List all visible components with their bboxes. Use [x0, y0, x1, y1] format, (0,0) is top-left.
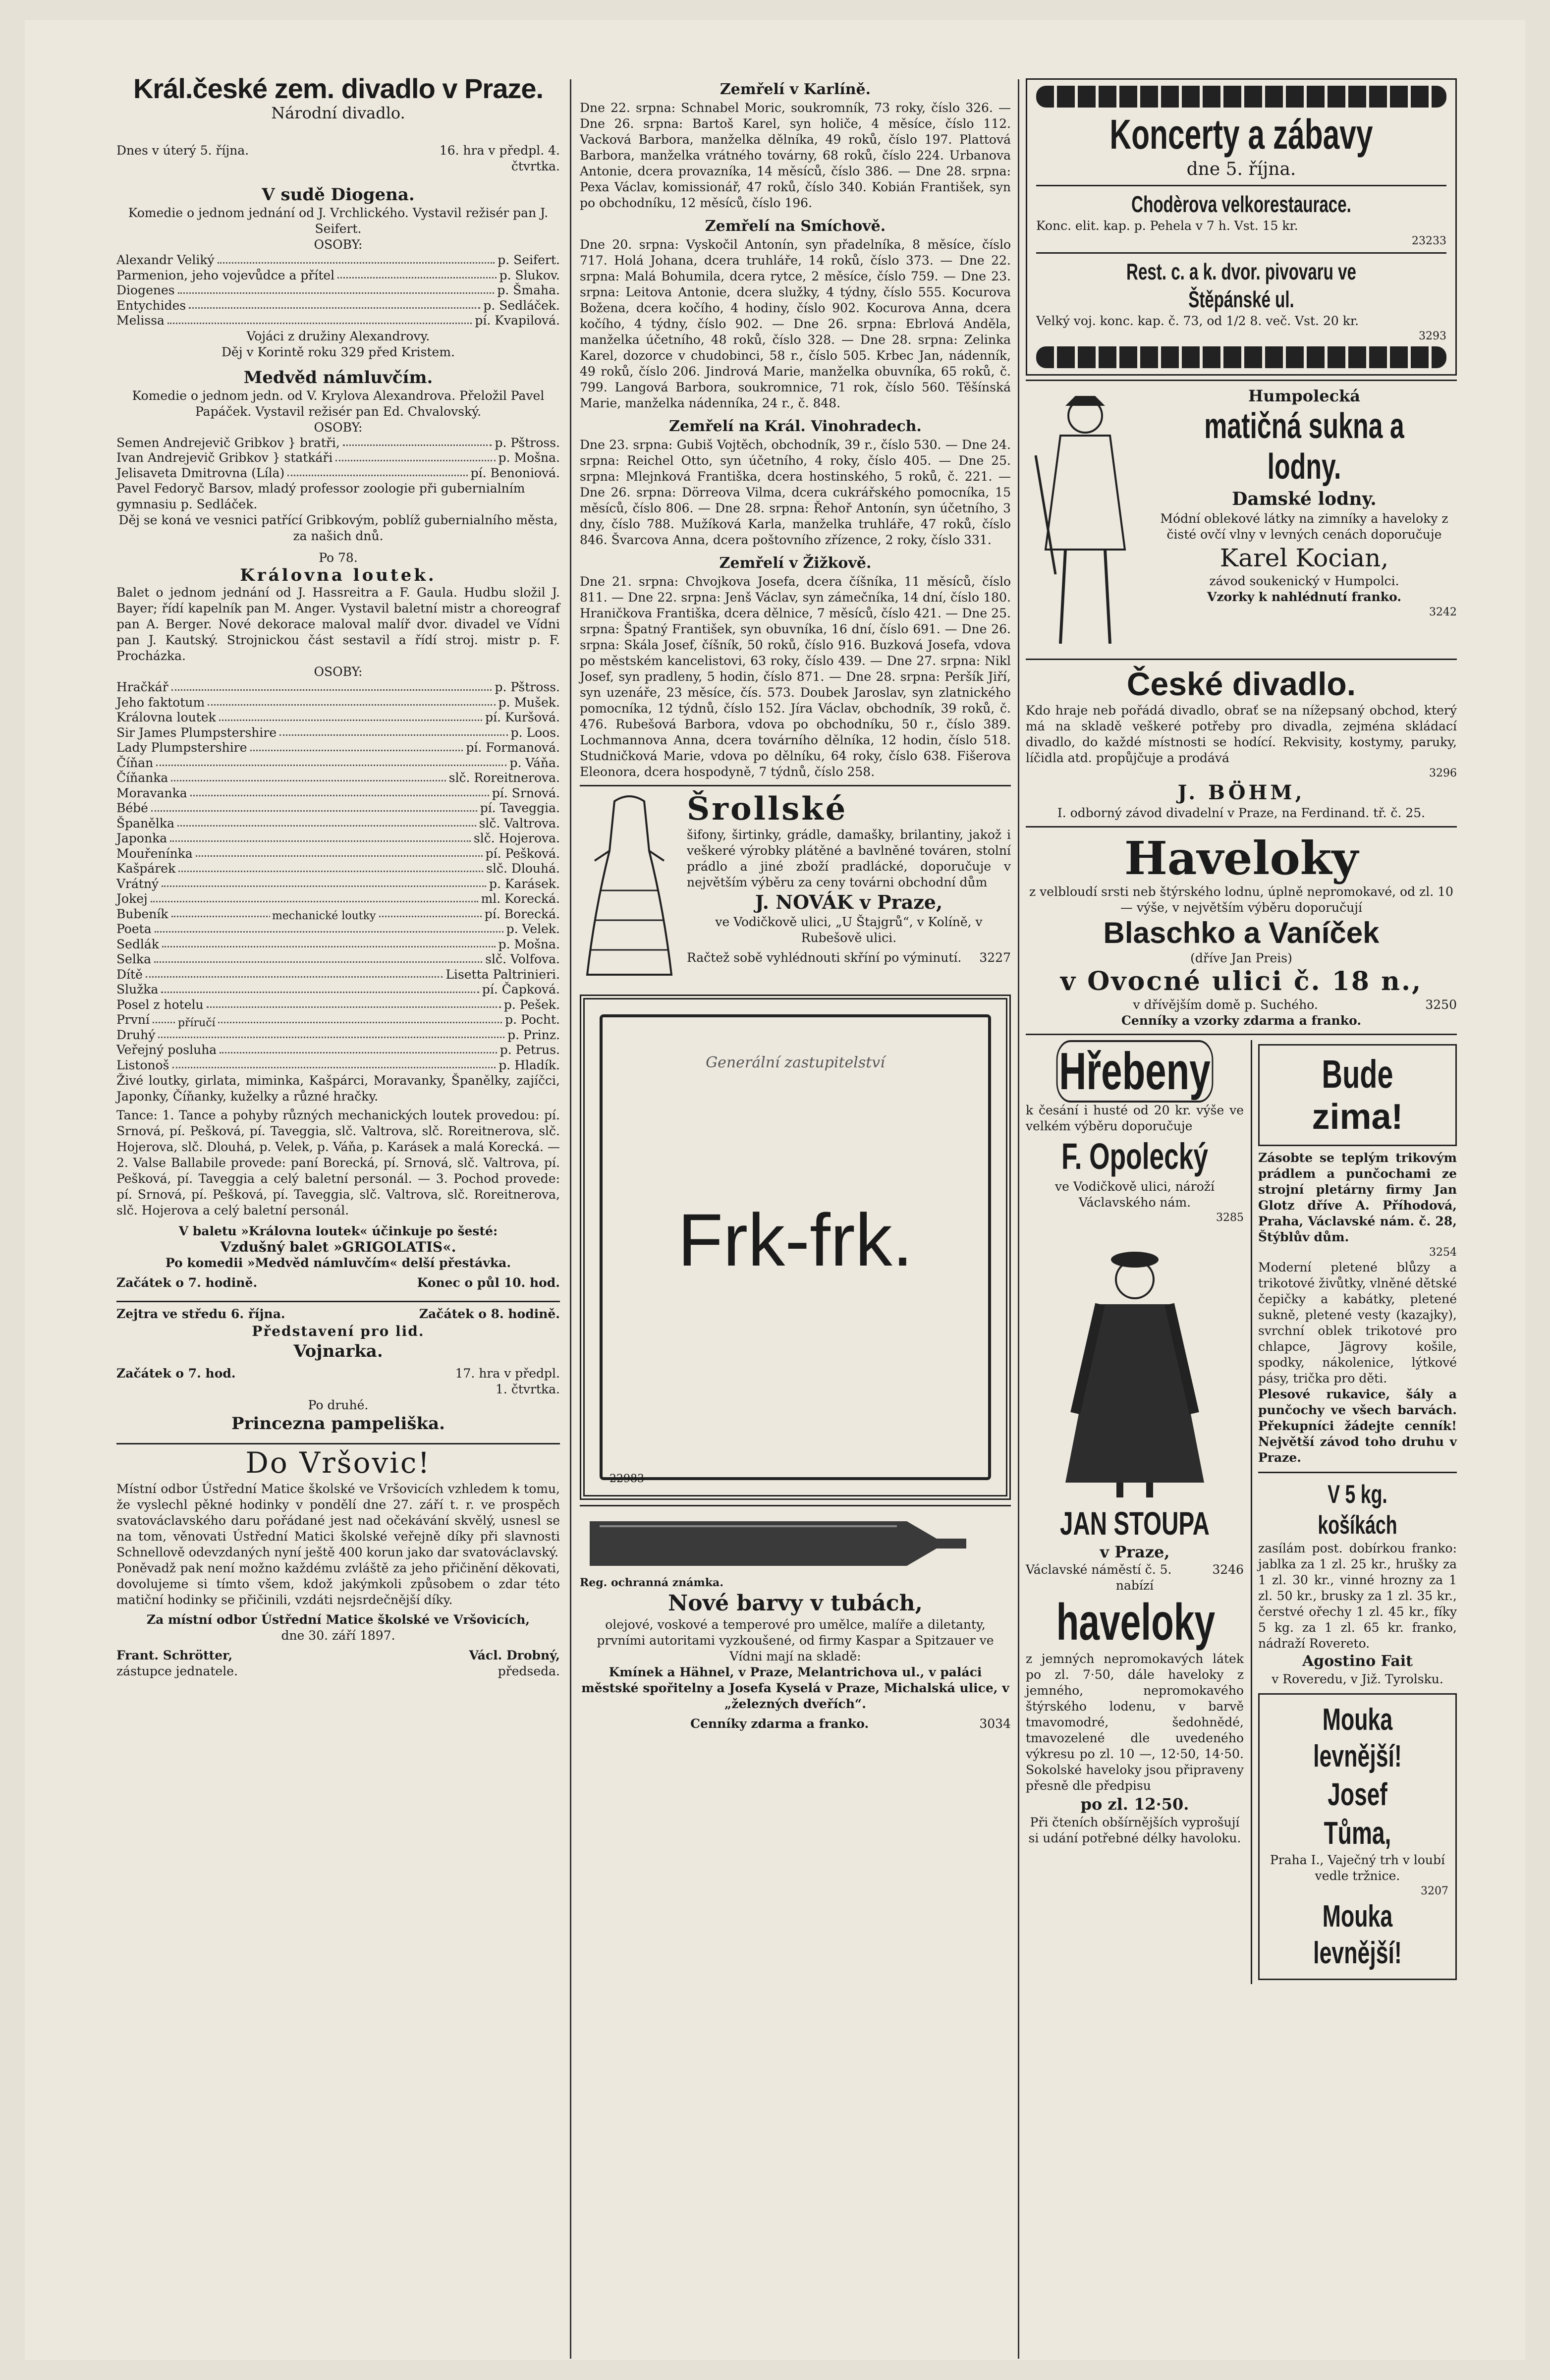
ad-text: Moderní pletené blůzy a trikotové živůtky, vlněné dětské čepičky a kabátky, pletené sukně, pletené vesty (kazajky), svrchní oblek trikotové pro chlapce, Jägrovy košile, spodky, nákolenice, lýtkové pásy, tričkа pro děti.	[1258, 1260, 1457, 1385]
ad-title: haveloky	[1056, 1594, 1216, 1651]
role-name: Číňan	[116, 755, 154, 770]
death-section-text: Dne 23. srpna: Gubiš Vojtěch, obchodník, 39 r., číslo 530. — Dne 24. srpna: Reichel Otto, syn účetního, 4 roky, číslo 405. — Dne 25. srpna: Mlejnková Františka, dcera hostinského, 5 roků, č. 221. — Dne 26. srpna: Dörreova Vilma, dcera cukrářského pomocníka, 15 měsíců, číslo 806. — Dne 28. srpna: Řehoř Antonín, syn účetního, 3 dny, číslo 788. Mužíková Karla, manželka truhláře, 47 roků, číslo 846. Švarcova Anna, dcera poštovního zřízence, 2 roky, číslo 331.	[580, 438, 1011, 547]
actor-name: p. Pocht.	[505, 1012, 560, 1027]
ad-subtitle: (dříve Jan Preis)	[1190, 951, 1292, 965]
ad-firm: F. Opolecký	[1061, 1136, 1209, 1177]
cast-row	[116, 695, 560, 711]
actor-name: p. Prinz.	[507, 1027, 560, 1042]
subscription-note: 16. hra v předpl. 4. čtvrtka.	[439, 143, 560, 173]
ad-number: 3242	[1429, 606, 1457, 618]
cast-row	[116, 298, 560, 314]
cast-row	[116, 982, 560, 997]
actor-name: pí. Kuršová.	[485, 710, 560, 724]
ad-text: Zásobte se teplým trikovým prádlem a punčochami ze strojní pletárny firmy Jan Glotz dříve A. Příhodová, Praha, Václavské nám. č. 28, Štýblův dům.	[1258, 1151, 1457, 1244]
venue-name: Rest. c. a k. dvor. pivovaru ve Štěpánské ul.	[1126, 259, 1356, 312]
aprons-ad	[580, 785, 1011, 985]
ad-text: z velbloudí srsti neb štýrského lodnu, úplně nepromokavé, od zl. 10 — výše, v největším výběru doporučují	[1029, 885, 1453, 915]
cast-row	[116, 436, 560, 451]
ad-address: Praha I., Vaječný trh v loubí vedle tržnice.	[1270, 1853, 1445, 1883]
cast-row	[116, 1043, 560, 1058]
ad-number: 3296	[1429, 767, 1457, 779]
ad-subtitle: Damské lodny.	[1232, 489, 1377, 509]
ad-number: 3254	[1429, 1246, 1457, 1259]
performance-type: Představení pro lid.	[252, 1323, 425, 1339]
actor-name: p. Loos.	[510, 725, 560, 740]
ornament-border	[1036, 86, 1446, 108]
actor-name: pí. Benoniová.	[470, 465, 560, 480]
role-name: Alexandr Veliký	[116, 253, 215, 267]
ad-firm: J. BÖHM,	[1177, 781, 1305, 804]
cast-row	[116, 922, 560, 937]
actor-name: slč. Valtrova.	[479, 816, 560, 830]
signer-name: Václ. Drobný,	[469, 1648, 560, 1662]
ad-title: Haveloky	[1124, 831, 1359, 885]
haveloky-ad	[1026, 826, 1457, 1034]
performance-count: Po druhé.	[308, 1398, 369, 1412]
subscription-note: 17. hra v předpl. 1. čtvrtka.	[455, 1366, 560, 1396]
ad-firm: Blaschko a Vaníček	[1103, 916, 1380, 949]
venue-program: Velký voj. konc. kap. č. 73, od 1/2 8. več. Vst. 20 kr.	[1036, 314, 1359, 328]
ad-price: po zl. 12·50.	[1080, 1795, 1189, 1814]
venue-name: Chodèrova velkorestaurace.	[1131, 191, 1351, 217]
cast-extra: Pavel Fedoryč Barsov, mladý professor zoologie při gubernialním gymnasiu p. Sedláček.	[116, 481, 525, 511]
role-name: Semen Andrejevič Gribkov } bratři,	[116, 435, 340, 450]
brace-label: příručí	[176, 1016, 218, 1030]
ad-number: 3246	[1212, 1562, 1244, 1577]
cast-row	[116, 861, 560, 877]
ad-title: Mouka levnější!	[1313, 1899, 1402, 1970]
role-name: Parmenion, jeho vojevůdce a přítel	[116, 268, 335, 282]
concerts-ad	[1026, 78, 1457, 376]
ad-number: 3227	[979, 950, 1011, 965]
winter-ad	[1251, 1040, 1457, 1984]
cast-row	[116, 268, 560, 283]
cast-row	[116, 313, 560, 329]
frk-ad	[580, 995, 1011, 1500]
dances-text: Tance: 1. Tance a pohyby různých mechanických loutek provedou: pí. Srnová, pí. Pešková, pí. Taveggia, slč. Valtrova, slč. Roreitnerova, slč. Hojerova, slč. Dlouhá, p. Velek, p. Váňa, p. Karásek a malá Korecká. — 2. Valse Ballabile provede: paní Borecká, pí. Srnová, slč. Valtrova, pí. Pešková, pí. Taveggia a celý baletní personál. — 3. Pochod provede: pí. Srnová, pí. Pešková, pí. Taveggia, slč. Valtrova, slč. Roreitnerova, slč. Hojerova a celý baletní personál.	[116, 1108, 560, 1218]
role-name: Veřejný posluha	[116, 1043, 217, 1057]
cast-row	[116, 466, 560, 481]
ad-address: v Ovocné ulici č. 18 n.,	[1060, 966, 1423, 996]
death-section-title: Zemřelí v Karlíně.	[720, 81, 871, 98]
coat-illustration-icon	[1026, 1225, 1244, 1502]
cast-row	[116, 253, 560, 268]
play-title: Princezna pampeliška.	[231, 1414, 445, 1434]
cast-heading: OSOBY:	[314, 420, 363, 435]
apron-illustration-icon	[580, 791, 679, 980]
flour-ad	[1258, 1693, 1457, 1980]
role-name: Lady Plumpstershire	[116, 740, 247, 755]
notice-text: Místní odbor Ústřední Matice školské ve Vršovicích vzhledem k tomu, že vyslechl pěkné hodinky v pondělí dne 27. září t. r. ve prospěch svatováclavského daru pořádané jest nad očekávání skvělý, usnesl se na tom, věnovati Ústřední Matici školské veřejně díky při slavnosti Schnellově odevzdaných nyní ještě 400 korun jako dar svatováclavský.	[116, 1482, 560, 1559]
actor-name: p. Mošna.	[498, 450, 560, 465]
ad-title: Frk-frk.	[677, 1198, 913, 1281]
actor-name: p. Šmaha.	[497, 283, 560, 297]
role-name: Kašpárek	[116, 861, 176, 876]
play-description: Komedie o jednom jednání od J. Vrchlického. Vystavil režisér pan J. Seifert.	[128, 206, 549, 236]
ad-text: olejové, voskové a temperové pro umělce, malíře a diletanty, prvními autoritami vyzkoušené, od firmy Kaspar a Spitzauer ve Vídni mají na skladě:	[597, 1617, 994, 1663]
actor-name: slč. Volfova.	[485, 952, 560, 966]
cast-heading: OSOBY:	[314, 664, 363, 679]
trademark-badge: Reg. ochranná známka.	[580, 1576, 723, 1589]
ad-footnote: Při čteních obšírnějších vyprošují si udání potřebné délky havoloku.	[1028, 1815, 1241, 1845]
role-name: Druhý	[116, 1027, 156, 1042]
death-section-text: Dne 20. srpna: Vyskočil Antonín, syn přadelníka, 8 měsíce, číslo 717. Holá Johana, dcera truhláře, 14 roků, číslo 373. — Dne 22. srpna: Malá Bohumila, dcera rytce, 2 měsíce, číslo 759. — Dne 23. srpna: Leitova Antonie, dcera služky, 4 týdny, číslo 555. Kocurova Božena, dcera kočího, 4 hodiny, číslo 902. Kocurova Anna, dcera kočího, 4 týdny, číslo 902. — Dne 26. srpna: Ebrlová Anděla, manželka účetního, 48 roků, číslo 328. — Dne 28. srpna: Zelinka Karel, dozorce v chudobinci, 58 r., číslo 505. Krbec Jan, nádenník, 49 roků, číslo 206. Jindrová Marie, manželka obuvníka, 65 roků, č. 799. Langová Barbora, soukromnice, 71 rok, číslo 560. Těšínská Marie, manželka nádenníka, 24 r., č. 848.	[580, 237, 1011, 410]
actor-name: p. Mošna.	[498, 937, 560, 951]
signer-role: zástupce jednatele.	[116, 1664, 238, 1678]
actor-name: p. Váňa.	[509, 755, 560, 770]
play-setting: Děj se koná ve vesnici patřící Gribkovým, poblíž gubernialního města, za našich dnů.	[118, 513, 558, 543]
theatre-supplies-ad	[1026, 659, 1457, 826]
role-name: Entychides	[116, 298, 186, 313]
role-name: Hračkář	[116, 680, 168, 694]
cast-heading: OSOBY:	[314, 237, 363, 252]
venue-program: Konc. elit. kap. p. Pehela v 7 h. Vst. 15 kr.	[1036, 219, 1298, 233]
ad-number: 3285	[1216, 1212, 1244, 1224]
actor-name: p. Sedláček.	[483, 298, 560, 313]
ad-title: V 5 kg. košíkách	[1318, 1480, 1397, 1540]
winter-banner	[1258, 1044, 1457, 1146]
notice-date: dne 30. září 1897.	[281, 1628, 395, 1643]
ad-address: I. odborný závod divadelní v Praze, na Ferdinand. tř. č. 25.	[1057, 806, 1426, 820]
cast-list	[116, 680, 560, 1073]
play-title: V sudě Diogena.	[262, 185, 415, 205]
death-section-title: Zemřelí v Žižkově.	[719, 554, 872, 572]
ads-column	[1026, 74, 1457, 1989]
role-name: Selka	[116, 952, 151, 966]
ad-title: Hřebeny	[1056, 1040, 1214, 1103]
combs-ad	[1026, 1040, 1244, 1984]
cast-list	[116, 436, 560, 481]
ad-firm: Karel Kocian,	[1219, 544, 1389, 572]
play-setting: Děj v Korintě roku 329 před Kristem.	[221, 344, 455, 359]
ad-text: Módní oblekové látky na zimníky a haveloky z čisté ovčí vlny v levných cenách doporučuje	[1160, 511, 1448, 542]
ad-role: závod soukenický v Humpolci.	[1209, 574, 1399, 588]
ad-text: Plesové rukavice, šály a punčochy ve všech barvách. Překupníci žádejte cenník! Největší závod toho druhu v Praze.	[1258, 1387, 1457, 1465]
cast-row	[116, 740, 560, 756]
ad-footnote: Račtež sobě vyhlédnouti skříní po výminutí.	[687, 950, 962, 965]
actor-name: pí. Pešková.	[485, 846, 560, 861]
ad-address: ve Vodičkově ulici, „U Štajgrů“, v Kolíně, v Rubešově ulici.	[715, 915, 983, 945]
ad-firm: Agostino Fait	[1302, 1653, 1413, 1670]
notices-column	[580, 74, 1011, 1737]
ad-text: z jemných nepromokavých látek po zl. 7·50, dále haveloky z jemného, nepromokavého štýrského lodenu, v barvě tmavomodré, šedohnědé, tmavozelené dle uvedeného výkresu po zl. 10 —, 12·50, 14·50. Sokolské haveloky jsou připraveny přesně dle předpisu	[1026, 1652, 1244, 1793]
actor-name: p. Pešek.	[503, 997, 560, 1012]
actor-name: p. Velek.	[506, 922, 560, 936]
cast-row	[116, 1058, 560, 1073]
notice-title: Do Vršovic!	[245, 1446, 431, 1480]
column-rule	[570, 79, 571, 2359]
ad-city: v Praze,	[1100, 1543, 1170, 1561]
ad-address: Václavské náměstí č. 5.	[1026, 1562, 1172, 1577]
cast-row	[116, 680, 560, 695]
role-name: Královna loutek	[116, 710, 216, 724]
ad-address: ve Vodičkově ulici, nároží Václavského nám.	[1055, 1179, 1215, 1210]
cast-list	[116, 253, 560, 329]
performance-count: Po 78.	[319, 551, 358, 565]
role-name: Mouřenínka	[116, 846, 193, 861]
death-section-text: Dne 21. srpna: Chvojkova Josefa, dcera číšníka, 11 měsíců, číslo 811. — Dne 22. srpna: Jenš Václav, syn zámečníka, 14 dní, číslo 180. Hraničkova Františka, dcera dělnice, 7 měsíců, číslo 421. — Dne 25. srpna: Špatný František, syn obuvníka, 16 dní, číslo 691. — Dne 26. srpna: Skála Josef, číšník, 50 roků, číslo 916. Buzková Josefa, vdova po městském kancelistovi, 63 roky, číslo 439. — Dne 27. srpna: Nikl Josef, syn pradleny, 5 hodin, číslo 871. — Dne 28. srpna: Peršík Jiří, syn uzenáře, 23 měsíce, čís. 573. Doubek Jaroslav, syn zlatnického pomocníka, 12 týdnů, číslo 152. Jíra Václav, obchodník, 39 roků, č. 476. Rubešová Barbora, vdova po obchodníku, 50 r., číslo 389. Lochmannova Anna, dcera továrního dělníka, 12 hodin, číslo 518. Studničková Marie, vdova po dělníku, 64 roky, číslo 638. Fišerova Eleonora, dcera hospodyně, 7 týdnů, číslo 258.	[580, 574, 1011, 779]
paint-ad	[580, 1505, 1011, 1737]
notice-text: Poněvadž pak není možno každému zvláště za jeho přičinění děkovati, dovolujeme si tímto všem, kdož jakýmkoli způsobem o zdar této matiční hodinky se přičinili, vzdáti nejsrdečnější díky.	[116, 1561, 560, 1607]
ad-town: Humpolecká	[1248, 387, 1360, 405]
kocian-ad	[1026, 380, 1457, 659]
actor-name: p. Petrus.	[499, 1043, 560, 1057]
actor-name: p. Slukov.	[499, 268, 560, 282]
actor-name: pí. Kvapilová.	[475, 313, 560, 328]
death-notices	[580, 79, 1011, 780]
actor-name: pí. Borecká.	[484, 906, 560, 921]
masthead: Král.české zem. divadlo v Praze.	[133, 73, 544, 104]
next-date: Zejtra ve středu 6. října.	[116, 1307, 285, 1321]
cast-row	[116, 891, 560, 907]
role-name: Ivan Andrejevič Gribkov } statkáři	[116, 450, 333, 465]
cast-row	[116, 937, 560, 952]
role-name: Dítě	[116, 967, 143, 982]
ad-firm: Josef Tůma,	[1324, 1776, 1391, 1851]
cast-note: Živé loutky, girlata, miminka, Kašpárci, Moravanky, Španělky, zajíčci, Japonky, Číňanky, kuželky a různé hračky.	[116, 1073, 560, 1104]
ad-number: 22983	[609, 1473, 644, 1485]
cast-row	[116, 801, 560, 816]
next-start: Začátek o 8. hodině.	[419, 1307, 560, 1321]
cast-row	[116, 877, 560, 892]
play-title: Medvěd námluvčím.	[243, 367, 433, 387]
brace-label: mechanické loutky	[270, 909, 378, 923]
role-name: První	[116, 1012, 150, 1027]
ad-firm: J. NOVÁK v Praze,	[755, 891, 943, 913]
cast-row	[116, 816, 560, 831]
end-time: Konec o půl 10. hod.	[417, 1275, 560, 1290]
ad-title: matičná sukna a lodny.	[1204, 406, 1404, 487]
ad-title: Bude	[1322, 1052, 1393, 1096]
role-name: Listonoš	[116, 1057, 169, 1072]
cast-row	[116, 283, 560, 298]
ad-text: zasílám post. dobírkou franko: jablka za 1 zl. 25 kr., hrušky za 1 zl. 30 kr., vinné hrozny za 1 zl. 50 kr., brusky za 1 zl. 35 kr., čerstvé ořechy 1 zl. 45 kr., fíky 5 kg. za 1 zl. 65 kr. franko, nádraží Rovereto.	[1258, 1541, 1457, 1651]
play-title: Vojnarka.	[293, 1341, 383, 1361]
play-description: Balet o jednom jednání od J. Hassreitra a F. Gaula. Hudbu složil J. Bayer; řídí kapelník pan M. Anger. Vystavil baletní mistr a choreograf pan A. Berger. Nové dekorace maloval malíř dvor. divadel ve Vídni pan J. Kautský. Strojnickou část sestavil a řídí stroj. mistr p. F. Procházka.	[116, 585, 560, 663]
role-name: Služka	[116, 982, 159, 996]
play-description: Komedie o jednom jedn. od V. Krylova Alexandrova. Přeložil Pavel Papáček. Vystavil režisér pan Ed. Chvalovský.	[132, 388, 545, 419]
role-name: Moravanka	[116, 785, 187, 800]
actor-name: slč. Roreitnerova.	[448, 771, 560, 785]
ad-footnote: Cenníky zdarma a franko.	[690, 1716, 869, 1731]
role-name: Japonka	[116, 831, 167, 845]
ad-text: k česání i husté od 20 kr. výše ve velkém výběru doporučuje	[1026, 1103, 1244, 1133]
actor-name: slč. Dlouhá.	[486, 861, 560, 876]
cast-row	[116, 725, 560, 741]
cast-note: Vojáci z družiny Alexandrovy.	[246, 329, 430, 343]
cast-row	[116, 771, 560, 786]
cast-row	[116, 831, 560, 846]
role-name: Vrátný	[116, 876, 159, 891]
ad-number: 3207	[1421, 1885, 1448, 1897]
ad-footnote: Vzorky k nahlédnutí franko.	[1207, 590, 1402, 604]
cast-row	[116, 952, 560, 967]
role-name: Diogenes	[116, 283, 175, 297]
start-time: Začátek o 7. hodině.	[116, 1275, 258, 1290]
ad-number: 3034	[979, 1716, 1011, 1731]
masthead-subtitle: Národní divadlo.	[271, 104, 405, 122]
ad-firm: JAN STOUPA	[1060, 1505, 1210, 1542]
newspaper-page	[25, 20, 1525, 2360]
date-line: Dnes v úterý 5. října.	[116, 143, 249, 158]
role-name: Melissa	[116, 313, 165, 328]
ad-number: 3250	[1425, 997, 1457, 1012]
role-name: Jelisaveta Dmitrovna (Líla)	[116, 465, 285, 480]
ballet-name: Vzdušný balet »GRIGOLATIS«.	[220, 1239, 456, 1255]
intermission-note: Po komedii »Medvěd námluvčím« delší přestávka.	[165, 1256, 511, 1270]
theatre-column	[116, 74, 560, 1679]
start-time: Začátek o 7. hod.	[116, 1366, 236, 1381]
ad-footnote: Cenníky a vzorky zdarma a franko.	[1121, 1013, 1362, 1028]
actor-name: p. Mušek.	[498, 695, 560, 710]
role-name: Španělka	[116, 816, 174, 830]
ornament-border	[1036, 346, 1446, 368]
ad-title: zima!	[1312, 1097, 1403, 1137]
role-name: Poeta	[116, 922, 152, 936]
role-name: Sedlák	[116, 937, 159, 951]
cast-row	[116, 967, 560, 983]
ad-title: Nové barvy v tubách,	[668, 1591, 923, 1616]
signer-role: předseda.	[498, 1664, 560, 1678]
ad-address: v Roveredu, v Již. Tyrolsku.	[1272, 1672, 1443, 1686]
actor-name: pí. Čapková.	[482, 982, 560, 996]
cast-row	[116, 786, 560, 801]
ad-date: dne 5. října.	[1186, 159, 1296, 179]
ad-title: Šrollské	[687, 790, 848, 828]
role-name: Číňanka	[116, 771, 168, 785]
play-title: Královna loutek.	[240, 565, 437, 585]
ad-title: České divadlo.	[1126, 665, 1356, 702]
huntsman-illustration-icon	[1026, 386, 1145, 654]
notice-sign-head: Za místní odbor Ústřední Matice školské ve Vršovicích,	[146, 1612, 530, 1627]
actor-name: p. Hladík.	[498, 1057, 560, 1072]
role-name: Posel z hotelu	[116, 997, 204, 1012]
actor-name: pí. Taveggia.	[480, 801, 560, 815]
combs-winter-row	[1026, 1034, 1457, 1989]
death-section-title: Zemřelí na Král. Vinohradech.	[669, 418, 922, 435]
actor-name: p. Pštross.	[495, 435, 560, 450]
ad-number: 23233	[1412, 235, 1446, 247]
ad-firm: Kmínek a Hähnel, v Praze, Melantrichova ul., v paláci městské spořitelny a Josefa Kyselá v Praze, Michalská ulice, v „železných dveřích“.	[581, 1665, 1009, 1711]
ad-title: Koncerty a zábavy	[1109, 111, 1373, 158]
cast-row	[116, 846, 560, 862]
actor-name: pí. Srnová.	[492, 785, 560, 800]
ad-subtitle: Generální zastupitelství	[706, 1054, 885, 1071]
actor-name: p. Seifert.	[498, 253, 560, 267]
paint-tube-icon	[580, 1511, 976, 1576]
actor-name: ml. Korecká.	[481, 891, 560, 906]
signer-name: Frant. Schrötter,	[116, 1648, 233, 1662]
cast-row	[116, 710, 560, 725]
column-rule	[1018, 79, 1019, 2359]
actor-name: p. Pštross.	[495, 680, 560, 694]
role-name: Jokej	[116, 891, 148, 906]
ad-text: šifony, širtinky, grádle, damašky, brilantiny, jakož i veškeré výrobky plátěné a bavlněné továren, stolní prádlo a jiné zboží pradlácké, doporučuje v největším výběru za ceny továrni obchodní dům	[687, 828, 1011, 889]
ad-address-note: v dřívějším domě p. Suchého.	[1133, 997, 1318, 1012]
ad-number: 3293	[1419, 330, 1446, 342]
cast-row	[116, 997, 560, 1013]
ad-text: Kdo hraje neb pořádá divadlo, obrať se na nížepsaný obchod, který má na skladě veškeré potřeby pro divadla, zejména skládací divadlo, do každé místnosti se hodící. Rekvisity, kostymy, paruky, líčidla atd. propůjčuje a prodává	[1026, 703, 1457, 765]
death-section-title: Zemřelí na Smíchově.	[705, 218, 886, 235]
ad-offer: nabízí	[1115, 1578, 1154, 1593]
cast-row	[116, 450, 560, 466]
role-name: Bubeník	[116, 906, 168, 921]
actor-name: Lisetta Paltrinieri.	[445, 967, 560, 982]
ballet-note: V baletu »Královna loutek« účinkuje po šesté:	[178, 1224, 498, 1238]
actor-name: pí. Formanová.	[466, 740, 560, 755]
actor-name: slč. Hojerova.	[473, 831, 560, 845]
actor-name: p. Karásek.	[489, 876, 560, 891]
death-section-text: Dne 22. srpna: Schnabel Moric, soukromník, 73 roky, číslo 326. — Dne 26. srpna: Bartoš Karel, syn holiče, 4 měsíce, číslo 112. Vacková Barbora, manželka dělníka, 49 roků, číslo 197. Plattová Barbora, manželka vrátného továrny, 68 roků, číslo 224. Urbanova Antonie, dcera provazníka, 14 měsíců, číslo 386. — Dne 28. srpna: Pexa Václav, komissionář, 47 roků, číslo 340. Kobián František, syn po obchodníku, 12 měsíců, číslo 196.	[580, 101, 1011, 210]
cast-row	[116, 756, 560, 771]
role-name: Bébé	[116, 801, 148, 815]
ad-title: Mouka levnější!	[1313, 1703, 1402, 1773]
role-name: Sir James Plumpstershire	[116, 725, 277, 740]
role-name: Jeho faktotum	[116, 695, 205, 710]
